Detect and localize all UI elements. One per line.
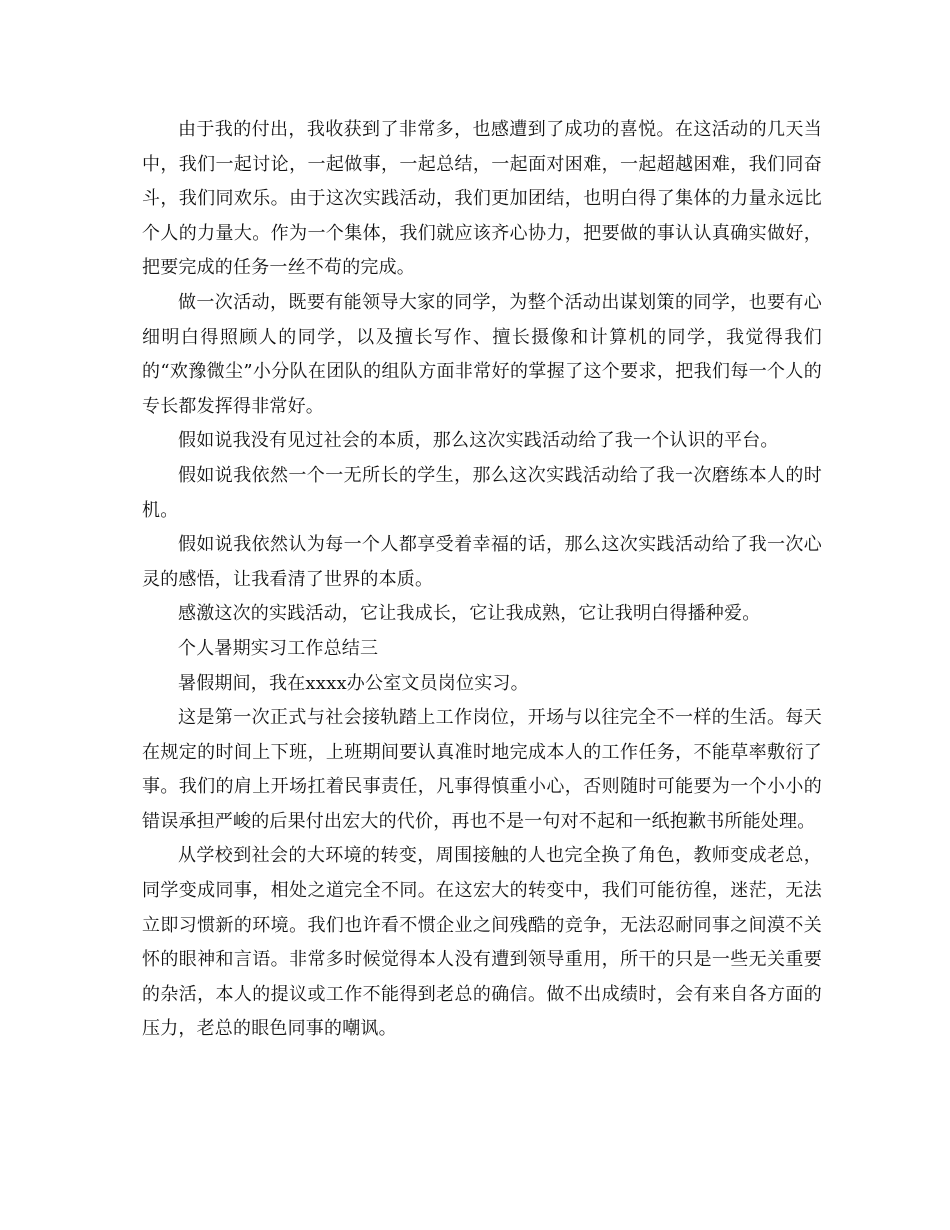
paragraph-team-roles: 做一次活动，既要有能领导大家的同学，为整个活动出谋划策的同学，也要有心细明白得照顾人的同学，以及擅长写作、擅长摄像和计算机的同学，我觉得我们的“欢豫微尘”小分队在团队的组队方面非常好的掌握了这个要求，把我们每一个人的专长都发挥得非常好。 xyxy=(142,291,822,417)
paragraph-success-reflection: 由于我的付出，我收获到了非常多，也感遭到了成功的喜悦。在这活动的几天当中，我们一起讨论，一起做事，一起总结，一起面对困难，一起超越困难，我们同奋斗，我们同欢乐。由于这次实践活动，我们更加团结，也明白得了集体的力量永远比个人的力量大。作为一个集体，我们就应该齐心协力，把要做的事认认真确实做好，把要完成的任务一丝不苟的完成。 xyxy=(142,119,822,279)
paragraph-internship-intro: 暑假期间，我在xxxx办公室文员岗位实习。 xyxy=(178,672,529,694)
section-heading: 个人暑期实习工作总结三 xyxy=(178,637,379,659)
paragraph-training-opportunity: 假如说我依然一个一无所长的学生，那么这次实践活动给了我一次磨练本人的时机。 xyxy=(142,464,822,521)
paragraph-gratitude: 感激这次的实践活动，它让我成长，它让我成熟，它让我明白得播种爱。 xyxy=(178,603,761,625)
paragraph-first-job: 这是第一次正式与社会接轨踏上工作岗位，开场与以往完全不一样的生活。每天在规定的时间上下班，上班期间要认真准时地完成本人的工作任务，不能草率敷衍了事。我们的肩上开场扛着民事责任，凡事得慎重小心，否则随时可能要为一个小小的错误承担严峻的后果付出宏大的代价，再也不是一句对不起和一纸抱歉书所能处理。 xyxy=(142,707,822,832)
paragraph-happiness-insight: 假如说我依然认为每一个人都享受着幸福的话，那么这次实践活动给了我一次心灵的感悟，让我看清了世界的本质。 xyxy=(142,534,822,590)
paragraph-environment-change: 从学校到社会的大环境的转变，周围接触的人也完全换了角色，教师变成老总，同学变成同事，相处之道完全不同。在这宏大的转变中，我们可能彷徨，迷茫，无法立即习惯新的环境。我们也许看不惯企业之间残酷的竞争，无法忍耐同事之间漠不关怀的眼神和言语。非常多时候觉得本人没有遭到领导重用，所干的只是一些无关重要的杂活，本人的提议或工作不能得到老总的确信。做不出成绩时，会有来自各方面的压力，老总的眼色同事的嘲讽。 xyxy=(142,845,822,1040)
paragraph-society-platform: 假如说我没有见过社会的本质，那么这次实践活动给了我一个认识的平台。 xyxy=(178,430,779,452)
document-body xyxy=(142,113,822,1047)
